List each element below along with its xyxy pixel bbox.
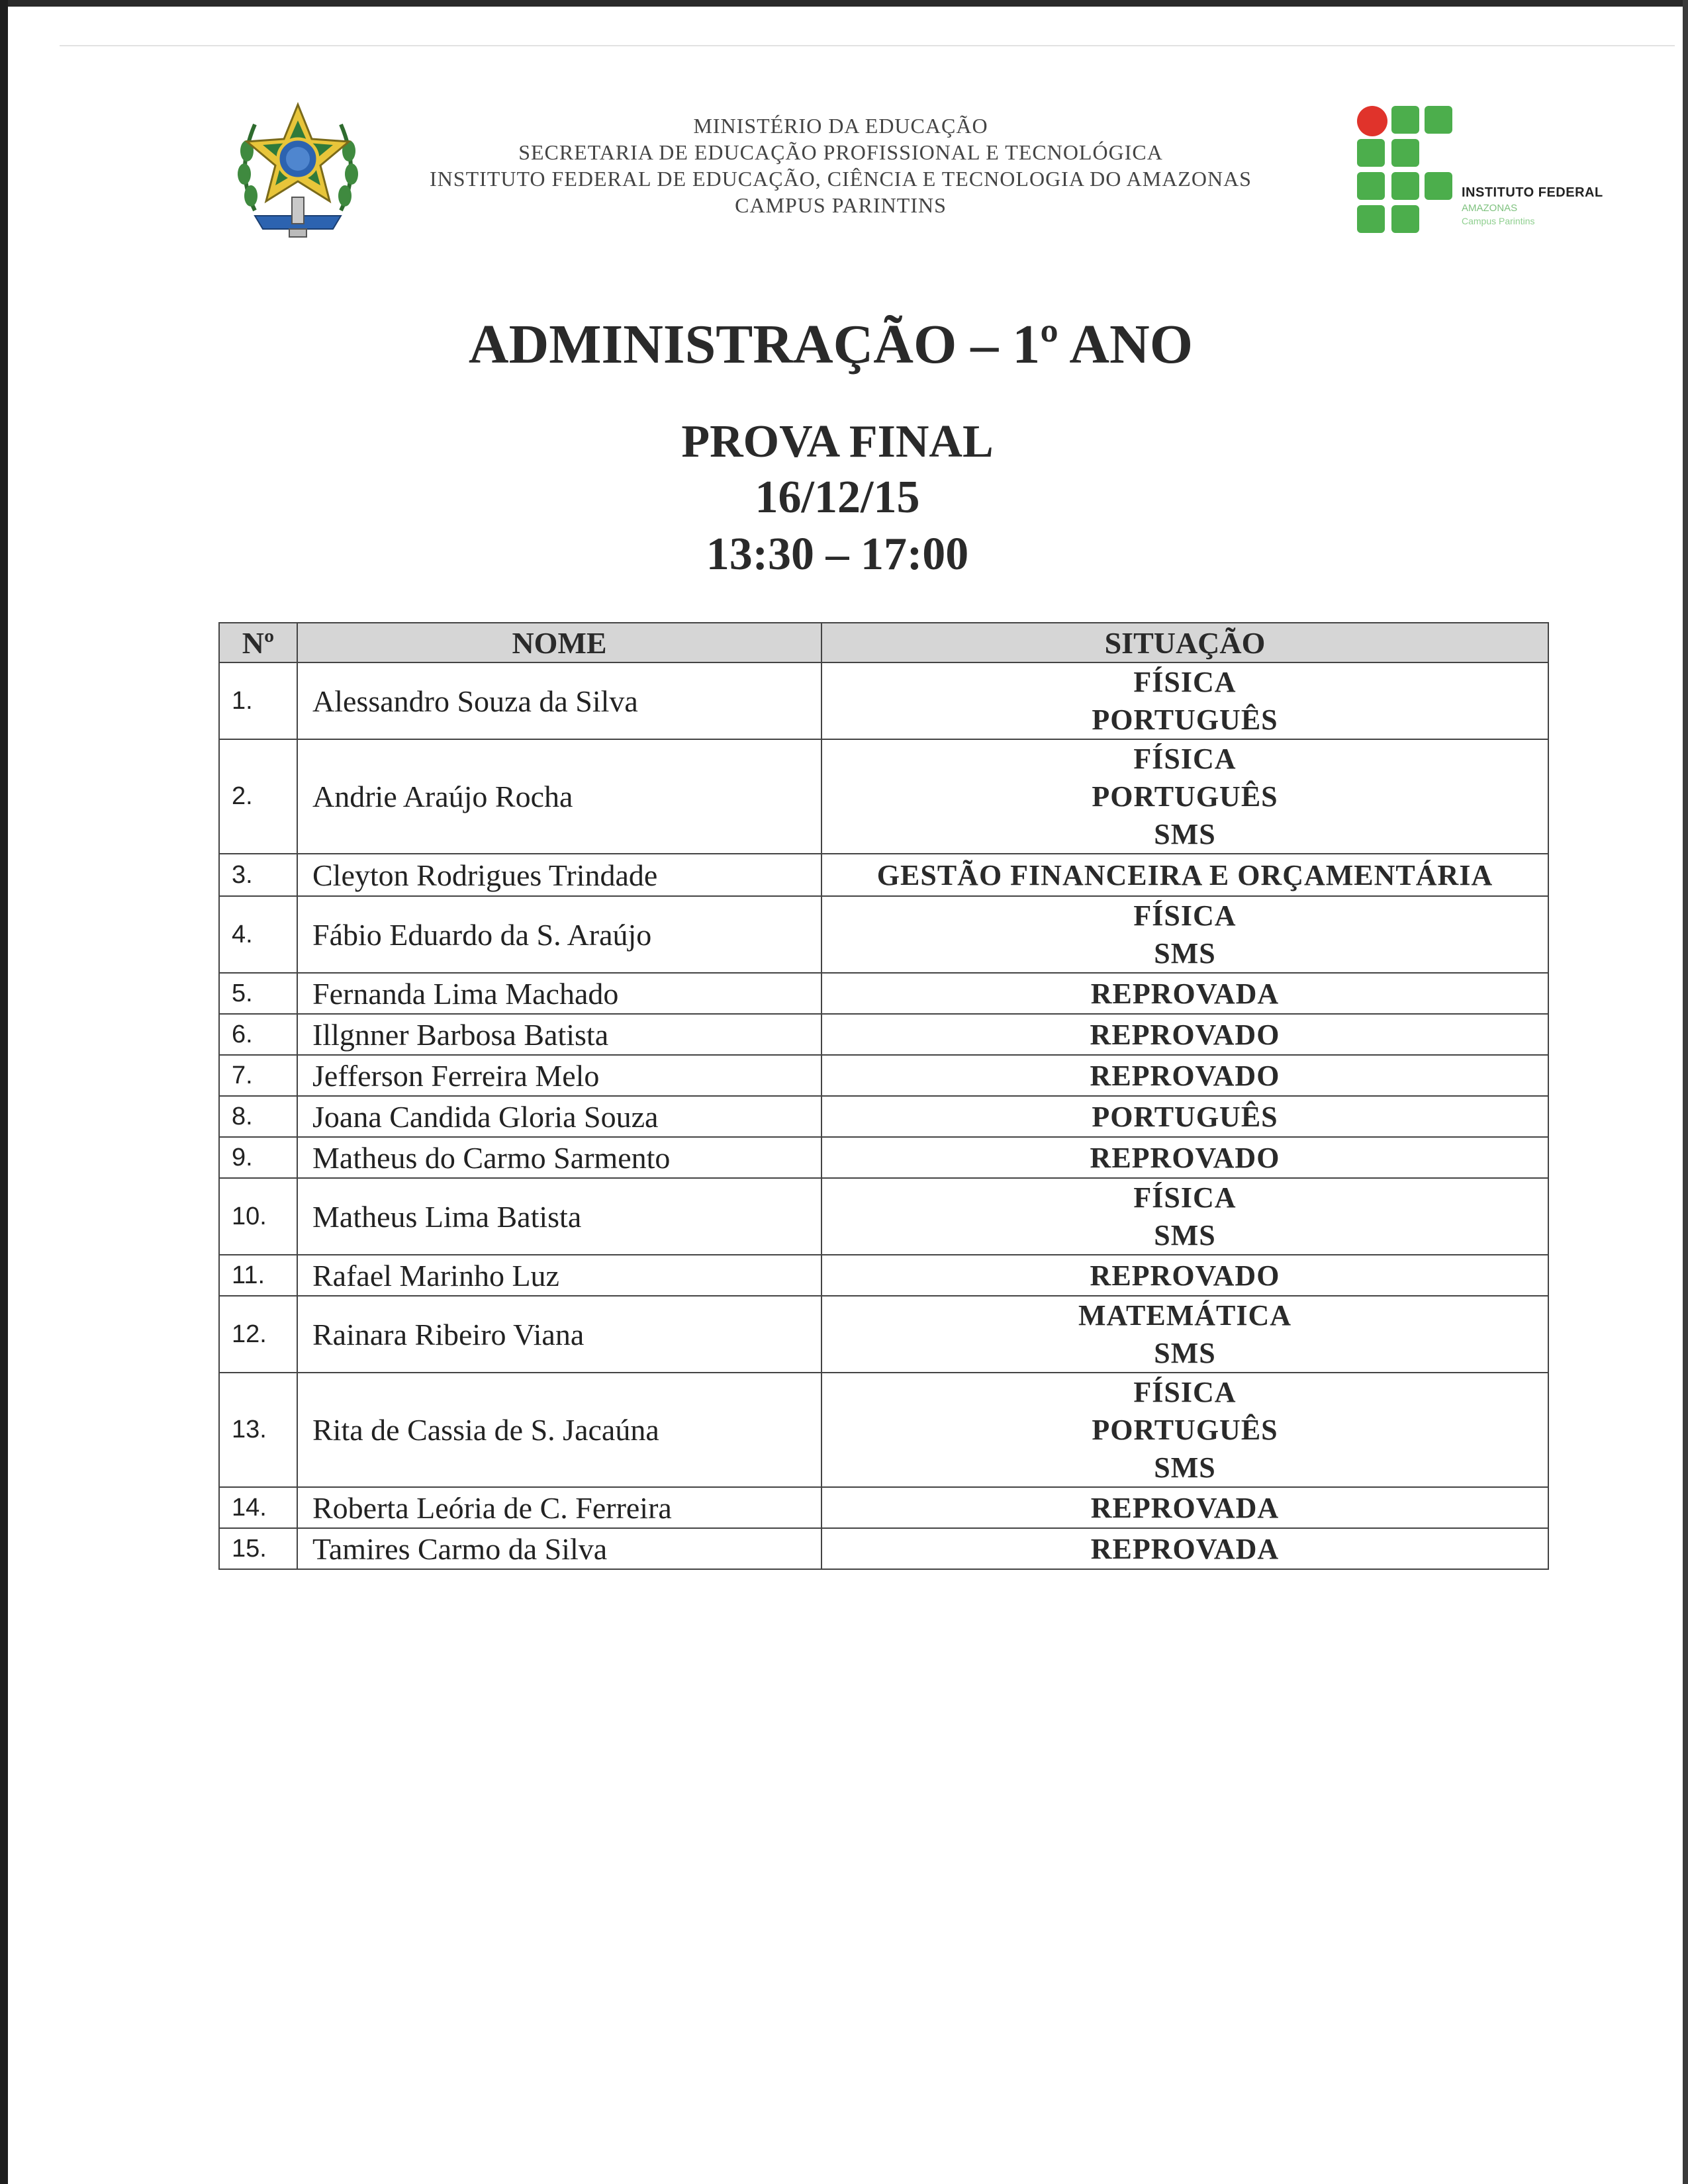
- status-line: MATEMÁTICA: [1078, 1299, 1292, 1332]
- row-number: 9.: [219, 1137, 297, 1178]
- table-row: [219, 1137, 1548, 1178]
- status-line: PORTUGUÊS: [1092, 704, 1278, 736]
- row-number: 15.: [219, 1528, 297, 1569]
- status-cell: [821, 973, 1548, 1014]
- status-cell: [821, 739, 1548, 854]
- exam-time: 13:30 – 17:00: [706, 529, 969, 580]
- row-number: 11.: [219, 1255, 297, 1296]
- header-line: CAMPUS PARINTINS: [735, 193, 947, 217]
- header-number: Nº: [219, 623, 297, 662]
- status-cell: [821, 1014, 1548, 1055]
- status-cell: [821, 1055, 1548, 1096]
- status-line: SMS: [1154, 818, 1216, 850]
- student-name: Fernanda Lima Machado: [297, 973, 821, 1014]
- logo-square: [1391, 205, 1419, 233]
- student-name: Rita de Cassia de S. Jacaúna: [297, 1373, 821, 1487]
- institution-header: [410, 113, 1271, 218]
- status-line: REPROVADO: [1090, 1018, 1280, 1051]
- student-name: Illgnner Barbosa Batista: [297, 1014, 821, 1055]
- results-table: [218, 622, 1549, 1570]
- row-number: 2.: [219, 739, 297, 854]
- student-name: Rainara Ribeiro Viana: [297, 1296, 821, 1373]
- status-line: FÍSICA: [1133, 666, 1237, 698]
- logo-square: [1357, 205, 1385, 233]
- header-line: SECRETARIA DE EDUCAÇÃO PROFISSIONAL E TECNOLÓGICA: [518, 140, 1163, 164]
- table-row: [219, 1055, 1548, 1096]
- table-row: [219, 1096, 1548, 1137]
- status-cell: [821, 1137, 1548, 1178]
- row-number: 5.: [219, 973, 297, 1014]
- student-name: Fábio Eduardo da S. Araújo: [297, 896, 821, 973]
- row-number: 8.: [219, 1096, 297, 1137]
- table-row: [219, 1255, 1548, 1296]
- table-row: [219, 662, 1548, 739]
- status-cell: [821, 1373, 1548, 1487]
- scan-edge-right: [1683, 0, 1688, 2184]
- row-number: 14.: [219, 1487, 297, 1528]
- logo-square: [1391, 106, 1419, 134]
- student-name: Joana Candida Gloria Souza: [297, 1096, 821, 1137]
- status-cell: [821, 1096, 1548, 1137]
- table-row: [219, 896, 1548, 973]
- logo-red-dot: [1357, 106, 1387, 136]
- table-row: [219, 973, 1548, 1014]
- logo-square: [1357, 172, 1385, 200]
- instituto-federal-logo: [1357, 106, 1615, 238]
- student-name: Alessandro Souza da Silva: [297, 662, 821, 739]
- coat-of-arms-icon: [228, 98, 367, 244]
- student-name: Matheus do Carmo Sarmento: [297, 1137, 821, 1178]
- table-row: [219, 1178, 1548, 1255]
- table-header-row: [219, 623, 1548, 662]
- table-row: [219, 854, 1548, 896]
- status-line: FÍSICA: [1133, 1181, 1237, 1214]
- status-cell: [821, 896, 1548, 973]
- header-line: MINISTÉRIO DA EDUCAÇÃO: [693, 114, 988, 138]
- student-name: Matheus Lima Batista: [297, 1178, 821, 1255]
- course-title: ADMINISTRAÇÃO – 1º ANO: [468, 314, 1194, 375]
- student-name: Roberta Leória de C. Ferreira: [297, 1487, 821, 1528]
- status-line: SMS: [1154, 1337, 1216, 1369]
- status-line: FÍSICA: [1133, 899, 1237, 932]
- header-status: SITUAÇÃO: [821, 623, 1548, 662]
- table-row: [219, 1487, 1548, 1528]
- student-name: Cleyton Rodrigues Trindade: [297, 854, 821, 896]
- status-line: PORTUGUÊS: [1092, 780, 1278, 813]
- student-name: Rafael Marinho Luz: [297, 1255, 821, 1296]
- row-number: 13.: [219, 1373, 297, 1487]
- row-number: 12.: [219, 1296, 297, 1373]
- student-name: Jefferson Ferreira Melo: [297, 1055, 821, 1096]
- exam-date: 16/12/15: [755, 472, 920, 523]
- table-row: [219, 1296, 1548, 1373]
- scan-edge-top: [0, 0, 1688, 7]
- logo-square: [1425, 172, 1452, 200]
- status-cell: [821, 1296, 1548, 1373]
- logo-campus: Campus Parintins: [1462, 216, 1535, 226]
- row-number: 3.: [219, 854, 297, 896]
- status-cell: [821, 1255, 1548, 1296]
- status-line: FÍSICA: [1133, 1376, 1237, 1408]
- logo-square: [1391, 139, 1419, 167]
- status-line: SMS: [1154, 937, 1216, 970]
- row-number: 1.: [219, 662, 297, 739]
- status-line: REPROVADA: [1090, 977, 1280, 1010]
- status-line: REPROVADO: [1090, 1141, 1280, 1174]
- status-line: PORTUGUÊS: [1092, 1100, 1278, 1133]
- status-cell: [821, 854, 1548, 896]
- status-line: SMS: [1154, 1451, 1216, 1484]
- row-number: 7.: [219, 1055, 297, 1096]
- table-row: [219, 1373, 1548, 1487]
- status-cell: [821, 1178, 1548, 1255]
- status-line: FÍSICA: [1133, 743, 1237, 775]
- row-number: 4.: [219, 896, 297, 973]
- status-cell: [821, 1528, 1548, 1569]
- status-line: REPROVADA: [1090, 1532, 1280, 1565]
- logo-square: [1357, 139, 1385, 167]
- logo-square: [1425, 106, 1452, 134]
- header-line: INSTITUTO FEDERAL DE EDUCAÇÃO, CIÊNCIA E TECNOLOGIA DO AMAZONAS: [430, 167, 1252, 191]
- status-line: REPROVADO: [1090, 1259, 1280, 1292]
- row-number: 10.: [219, 1178, 297, 1255]
- table-row: [219, 1014, 1548, 1055]
- logo-square: [1391, 172, 1419, 200]
- logo-state: AMAZONAS: [1462, 203, 1518, 214]
- scan-line: [60, 45, 1675, 46]
- status-line: REPROVADO: [1090, 1059, 1280, 1092]
- status-line: REPROVADA: [1090, 1491, 1280, 1524]
- student-name: Andrie Araújo Rocha: [297, 739, 821, 854]
- status-line: GESTÃO FINANCEIRA E ORÇAMENTÁRIA: [876, 858, 1493, 891]
- status-line: SMS: [1154, 1219, 1216, 1251]
- status-cell: [821, 1487, 1548, 1528]
- exam-title: PROVA FINAL: [681, 416, 994, 467]
- status-cell: [821, 662, 1548, 739]
- header-name: NOME: [297, 623, 821, 662]
- status-line: PORTUGUÊS: [1092, 1414, 1278, 1446]
- table-row: [219, 1528, 1548, 1569]
- student-name: Tamires Carmo da Silva: [297, 1528, 821, 1569]
- row-number: 6.: [219, 1014, 297, 1055]
- table-row: [219, 739, 1548, 854]
- logo-name: INSTITUTO FEDERAL: [1462, 185, 1603, 200]
